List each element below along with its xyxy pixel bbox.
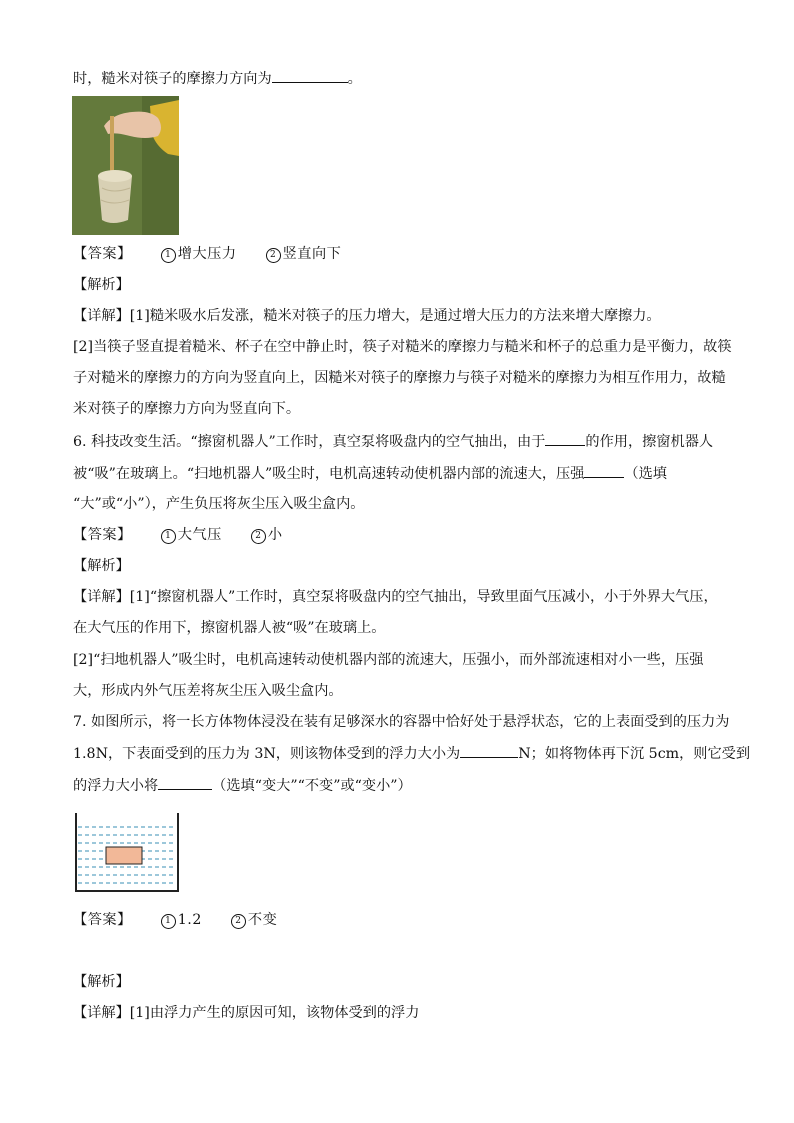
- rice-chopstick-photo: [72, 96, 179, 235]
- detail-line: 子对糙米的摩擦力的方向为竖直向上，因糙米对筷子的摩擦力与筷子对糙米的摩擦力为相互作用力，故糙: [73, 370, 726, 386]
- detail-line: 米对筷子的摩擦力方向为竖直向下。: [73, 401, 301, 417]
- circled-number-1: 1: [161, 529, 176, 544]
- question-6-line-3: “大”或“小”），产生负压将灰尘压入吸尘盒内。: [73, 496, 365, 512]
- photo-illustration: [72, 96, 179, 235]
- detail-line: 【详解】[1]糙米吸水后发涨，糙米对筷子的压力增大，是通过增大压力的方法来增大摩擦力。: [73, 308, 661, 324]
- circled-number-1: 1: [161, 248, 176, 263]
- answer-2-line: 【答案】 1 大气压 2 小: [73, 527, 283, 543]
- circled-number-2: 2: [251, 529, 266, 544]
- question-6-line-1: 6. 科技改变生活。“擦窗机器人”工作时，真空泵将吸盘内的空气抽出，由于 的作用，擦窗机器人: [73, 431, 713, 452]
- circled-number-2: 2: [231, 914, 246, 929]
- question-7-line-2: 1.8N，下表面受到的压力为 3N，则该物体受到的浮力大小为 N；如将物体再下沉 5cm，则它受到: [73, 743, 750, 764]
- answer-blank[interactable]: [584, 463, 624, 478]
- answer-1-line: 【答案】 1 增大压力 2 竖直向下: [73, 246, 342, 262]
- answer-3-line: 【答案】 1 1.2 2 不变: [73, 912, 278, 928]
- analysis-3-heading: 【解析】: [73, 974, 130, 990]
- container-diagram: [74, 813, 180, 893]
- detail-line: 【详解】[1]由浮力产生的原因可知，该物体受到的浮力: [73, 1005, 420, 1021]
- question-7-line-3: 的浮力大小将 （选填“变大”“不变”或“变小”）: [73, 775, 412, 796]
- answer-blank[interactable]: [460, 743, 518, 758]
- analysis-1-heading: 【解析】: [73, 277, 130, 293]
- detail-line: [2]当筷子竖直提着糙米、杯子在空中静止时，筷子对糙米的摩擦力与糙米和杯子的总重力是平衡力，故筷: [73, 339, 732, 355]
- q5-tail-line: 时，糙米对筷子的摩擦力方向为 。: [73, 68, 362, 89]
- circled-number-2: 2: [266, 248, 281, 263]
- question-7-line-1: 7. 如图所示，将一长方体物体浸没在装有足够深水的容器中恰好处于悬浮状态，它的上表面受到的压力为: [73, 714, 730, 730]
- answer-blank[interactable]: [545, 431, 585, 446]
- detail-line: [2]“扫地机器人”吸尘时，电机高速转动使机器内部的流速大，压强小，而外部流速相对小一些，压强: [73, 652, 704, 668]
- analysis-2-heading: 【解析】: [73, 558, 130, 574]
- floating-block-svg: [74, 813, 180, 893]
- question-6-line-2: 被“吸”在玻璃上。“扫地机器人”吸尘时，电机高速转动使机器内部的流速大，压强 （选填: [73, 463, 667, 484]
- circled-number-1: 1: [161, 914, 176, 929]
- detail-line: 在大气压的作用下，擦窗机器人被“吸”在玻璃上。: [73, 620, 386, 636]
- answer-blank[interactable]: [272, 68, 348, 83]
- answer-blank[interactable]: [158, 775, 212, 790]
- detail-line: 【详解】[1]“擦窗机器人”工作时，真空泵将吸盘内的空气抽出，导致里面气压减小，小于外界大气压，: [73, 589, 718, 605]
- detail-line: 大，形成内外气压差将灰尘压入吸尘盒内。: [73, 683, 343, 699]
